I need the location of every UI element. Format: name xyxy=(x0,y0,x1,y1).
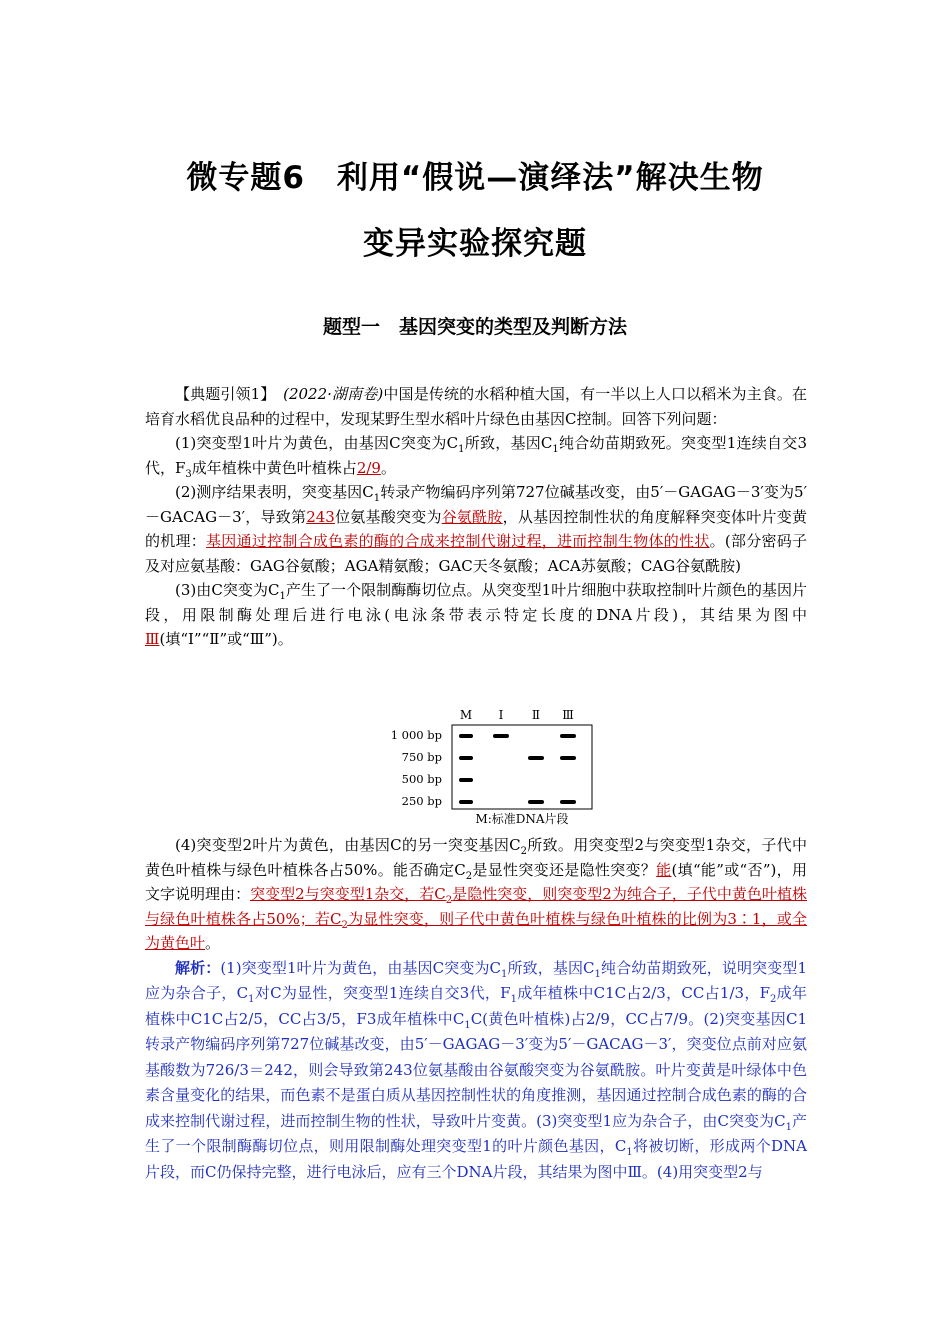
explanation-text: 所致，基因C xyxy=(507,958,595,977)
subscript: 2 xyxy=(341,919,348,931)
page-title-line2: 变异实验探究题 xyxy=(363,226,587,262)
question-1 xyxy=(145,431,807,480)
section-subtitle: 题型一 基因突变的类型及判断方法 xyxy=(322,316,627,338)
explanation-text: 纯合幼苗期致死，说明突变型1应为杂合子，C xyxy=(145,958,807,1002)
explanation-text: 对C为显性，突变型1连续自交3代，F xyxy=(254,984,511,1002)
q4-reason-part: 是隐性突变，则突变型2为纯合子，子代中黄色叶植株与绿色叶植株各占50%；若C xyxy=(145,885,807,928)
explanation-text: C(黄色叶植株)占2/9，CC占7/9。(2)突变基因C1转录产物编码序列第727位碱基改变，由5′－GAGAG－3′变为5′－GACAG－3′，突变位点前对应氨基酸数为726/3＝242，则会导致第243位氨基酸由谷氨酸突变为谷氨酰胺。叶片变黄是叶绿体中色素含量变化的结果，而色素不是蛋白质从基因控制性状的角度推测，基因通过控制合成色素的酶的合成来控制代谢过程，进而控制生物的性状，导致叶片变黄。(3)突变型1应为杂合子，由C突变为C xyxy=(145,1009,807,1130)
gel-band xyxy=(459,778,473,782)
gel-band xyxy=(493,734,509,738)
q2-text: (2)测序结果表明，突变基因C xyxy=(175,483,374,501)
subscript: 2 xyxy=(465,870,473,882)
q1-text: 成年植株中黄色叶植株占 xyxy=(191,458,357,477)
explanation-text: 产生了一个限制酶酶切位点，则用限制酶处理突变型1的叶片颜色基因，C xyxy=(145,1111,807,1155)
lane-label: Ⅲ xyxy=(562,708,574,722)
explanation-text: 成年植株中C1C占2/5，CC占3/5，F3成年植株中C xyxy=(145,984,807,1028)
subscript: 1 xyxy=(552,444,559,455)
q4-answer-yesno: 能 xyxy=(656,860,672,879)
intro-text: 中国是传统的水稻种植大国，有一半以上人口以稻米为主食。在培育水稻优良品种的过程中，发现某野生型水稻叶片绿色由基因C控制。回答下列问题： xyxy=(145,385,807,428)
q1-answer: 2/9 xyxy=(356,458,381,477)
q2-text: 转录产物编码序列第727位碱基改变，由5′－GAGAG－3′变为5′－GACAG－3′，导致第 xyxy=(145,483,807,526)
q1-text: 。 xyxy=(380,458,396,477)
gel-band xyxy=(459,734,473,738)
q1-text: 纯合幼苗期致死。突变型1连续自交3代，F xyxy=(145,434,807,477)
q3-answer: Ⅲ xyxy=(145,630,160,648)
explanation-label: 解析： xyxy=(175,958,221,977)
q3-text: (填“Ⅰ”“Ⅱ”或“Ⅲ”)。 xyxy=(159,630,293,648)
gel-band xyxy=(560,756,576,760)
q2-answer-position: 243 xyxy=(306,507,335,526)
q4-reason-part: 为显性突变，则子代中黄色叶植株与绿色叶植株的比例为3∶1，或全为黄色叶 xyxy=(145,909,807,952)
subscript: 2 xyxy=(520,846,527,857)
q4-text: (填“能”或“否”)，用文字说明理由： xyxy=(145,860,807,903)
question-4 xyxy=(145,833,807,956)
size-label: 1 000 bp xyxy=(390,728,442,742)
q3-text: (3)由C突变为C xyxy=(175,581,280,599)
intro-paragraph xyxy=(145,382,807,431)
subscript: 1 xyxy=(626,1147,633,1158)
q2-answer-aminoacid: 谷氨酰胺 xyxy=(441,507,503,526)
q3-text: 产生了一个限制酶酶切位点。从突变型1叶片细胞中获取控制叶片颜色的基因片段，用限制酶处理后进行电泳(电泳条带表示特定长度的DNA片段)，其结果为图中 xyxy=(145,581,807,624)
subscript: 1 xyxy=(248,994,255,1005)
explanation-text: 成年植株中C1C占2/3，CC占1/3，F xyxy=(516,984,771,1002)
electrophoresis-figure xyxy=(390,705,600,827)
q2-text: 位氨基酸突变为 xyxy=(334,507,442,526)
q2-text: ，从基因控制性状的角度解释突变体叶片变黄的机理： xyxy=(145,507,807,550)
q4-text: 是显性突变还是隐性突变？ xyxy=(472,860,657,879)
size-label: 500 bp xyxy=(401,772,442,786)
lane-label: Ⅰ xyxy=(498,708,504,722)
size-label: 750 bp xyxy=(401,750,442,764)
q4-text: (4)突变型2叶片为黄色，由基因C的另一突变基因C xyxy=(175,836,521,854)
q4-text: 所致。用突变型2与突变型1杂交，子代中黄色叶植株与绿色叶植株各占50%。能否确定C xyxy=(145,836,807,879)
subscript: 1 xyxy=(501,968,508,980)
size-label: 250 bp xyxy=(401,794,442,808)
q2-answer-mechanism: 基因通过控制合成色素的酶的合成来控制代谢过程，进而控制生物体的性状 xyxy=(206,532,710,550)
subscript: 1 xyxy=(373,493,381,504)
subscript: 1 xyxy=(594,968,601,980)
gel-band xyxy=(528,756,544,760)
gel-band xyxy=(560,800,576,804)
gel-band xyxy=(560,734,576,738)
subscript: 2 xyxy=(770,994,777,1005)
explanation-text: 将被切断，形成两个DNA片段，而C仍保持完整，进行电泳后，应有三个DNA片段，其结果为图中Ⅲ。(4)用突变型2与 xyxy=(145,1137,807,1181)
subscript: 3 xyxy=(185,468,192,480)
lane-label: M xyxy=(459,708,473,722)
subscript: 1 xyxy=(458,444,465,455)
page-title-line1: 微专题6 利用“假说—演绎法”解决生物 xyxy=(186,160,764,196)
question-2 xyxy=(145,480,807,578)
gel-band xyxy=(528,800,544,804)
source-tag: (2022·湖南卷) xyxy=(283,385,384,403)
q1-text: (1)突变型1叶片为黄色，由基因C突变为C xyxy=(175,434,459,452)
q2-text: 。(部分密码子及对应氨基酸：GAG谷氨酸；AGA精氨酸；GAC天冬氨酸；ACA苏氨酸；CAG谷氨酰胺) xyxy=(145,532,807,575)
question-block xyxy=(145,382,807,652)
lane-label: Ⅱ xyxy=(531,708,541,722)
subscript: 1 xyxy=(785,1121,792,1133)
subscript: 1 xyxy=(510,994,517,1005)
explanation-text: (1)突变型1叶片为黄色，由基因C突变为C xyxy=(220,958,502,977)
question-3 xyxy=(145,578,807,652)
q1-text: 所致，基因C xyxy=(464,434,553,452)
explanation-paragraph xyxy=(145,956,807,1186)
subscript: 1 xyxy=(279,591,286,602)
q4-text: 。 xyxy=(205,934,221,952)
gel-band xyxy=(459,756,473,760)
subscript: 2 xyxy=(445,895,453,906)
example-label: 【典题引领1】 xyxy=(175,385,268,403)
question-block-2 xyxy=(145,833,807,1185)
figure-caption: M:标准DNA片段 xyxy=(475,812,569,826)
subscript: 1 xyxy=(464,1019,471,1031)
q4-reason-part: 突变型2与突变型1杂交，若C xyxy=(250,885,446,903)
gel-band xyxy=(459,800,473,804)
